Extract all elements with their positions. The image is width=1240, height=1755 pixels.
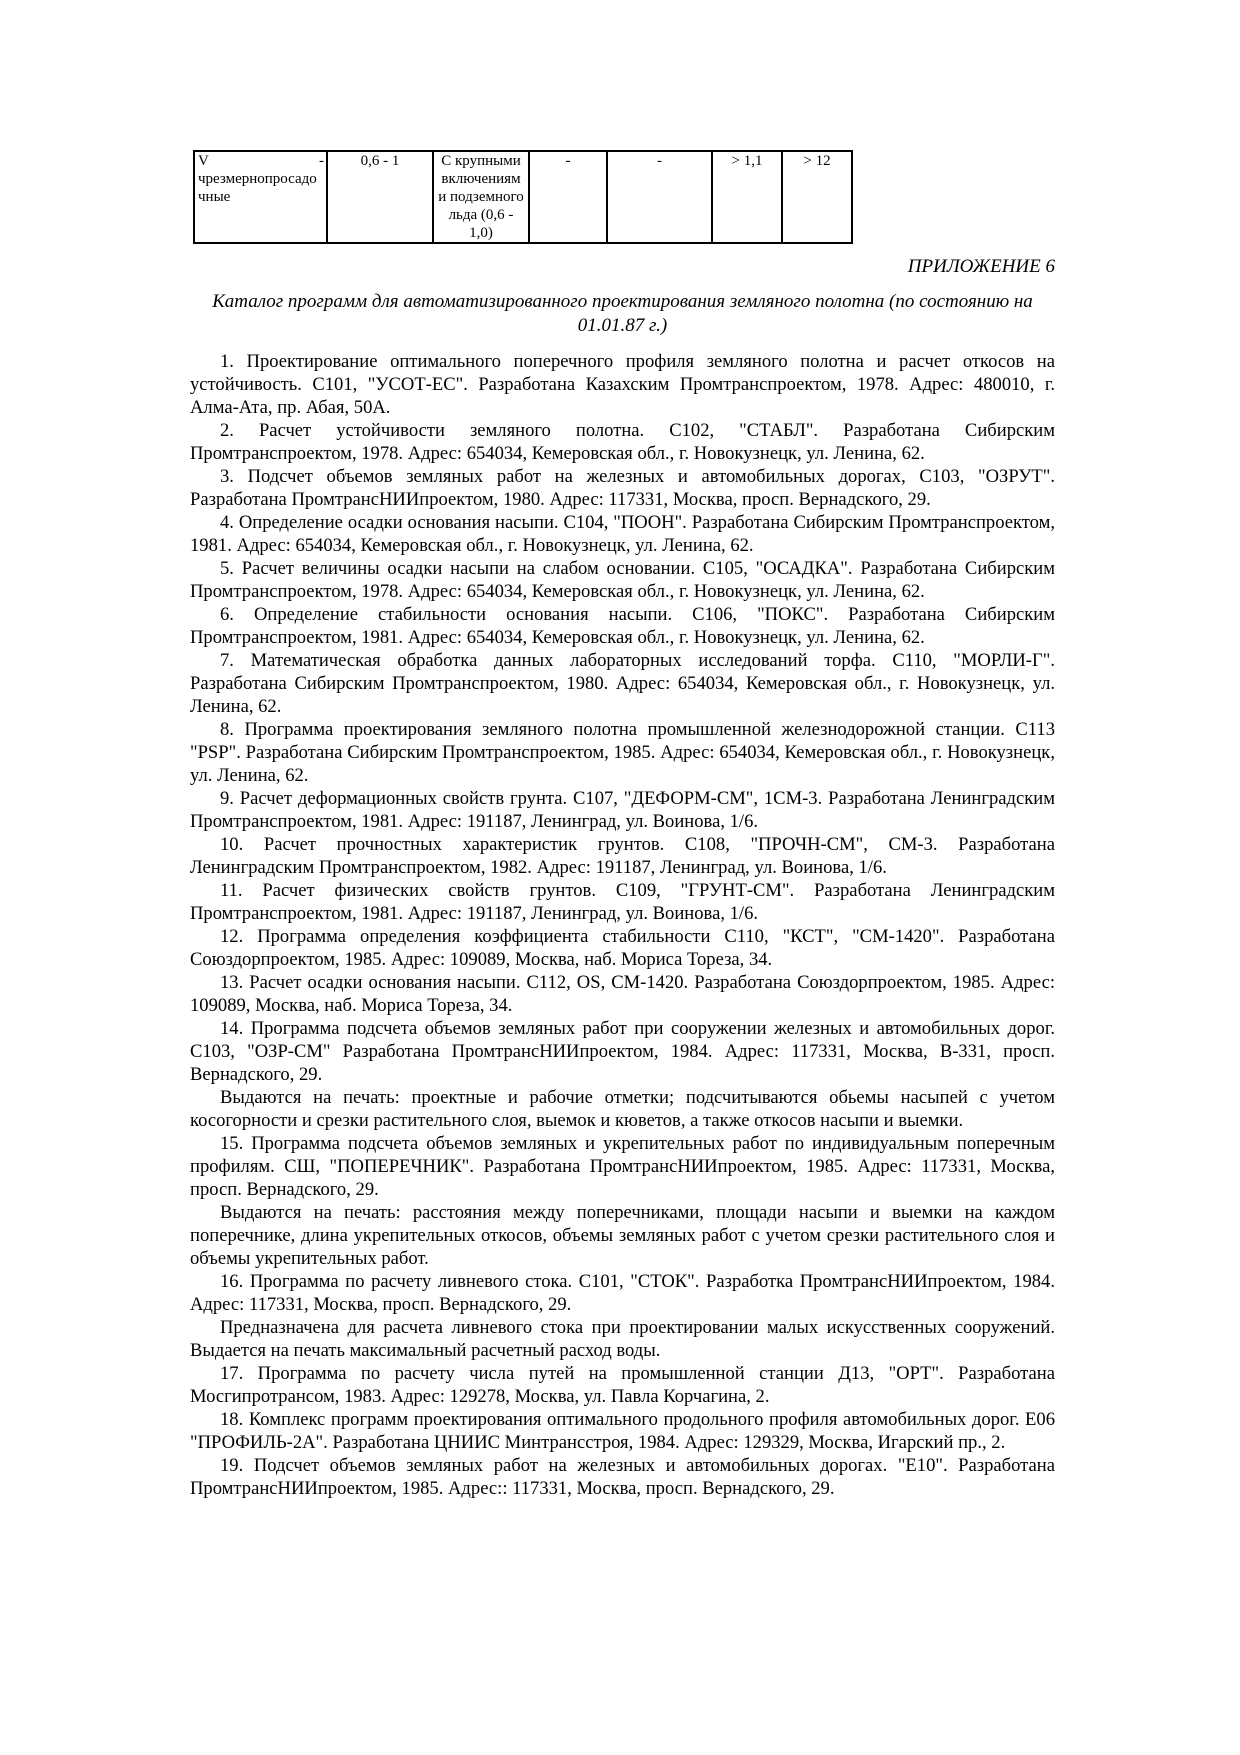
soil-table-continuation xyxy=(193,150,853,244)
category-text: чрезмернопросадочные xyxy=(198,171,317,205)
paragraph: 8. Программа проектирования земляного полотна промышленной железнодорожной станции. С113 "PSP". Разработана Сибирским Промтранспроектом, 1985. Адрес: 654034, Кемеровская обл., г. Новокузнецк, ул. Ленина, 62. xyxy=(190,719,1055,786)
paragraph: 19. Подсчет объемов земляных работ на железных и автомобильных дорогах. "Е10". Разработана ПромтрансНИИпроектом, 1985. Адрес:: 117331, Москва, просп. Вернадского, 29. xyxy=(190,1455,1055,1499)
paragraph: 1. Проектирование оптимального поперечного профиля земляного полотна и расчет откосов на устойчивость. С101, "УСОТ-ЕС". Разработана Казахским Промтранспроектом, 1978. Адрес: 480010, г. Алма-Ата, пр. Абая, 50А. xyxy=(190,351,1055,418)
paragraph: Предназначена для расчета ливневого стока при проектировании малых искусственных сооружений. Выдается на печать максимальный расчетный расход воды. xyxy=(190,1317,1055,1361)
paragraph: 15. Программа подсчета объемов земляных и укрепительных работ по индивидуальным поперечным профилям. СШ, "ПОПЕРЕЧНИК". Разработана ПромтрансНИИпроектом, 1985. Адрес: 117331, Москва, просп. Вернадского, 29. xyxy=(190,1133,1055,1200)
table-cell: - xyxy=(529,151,607,243)
paragraph: 18. Комплекс программ проектирования оптимального продольного профиля автомобильных дорог. Е06 "ПРОФИЛЬ-2А". Разработана ЦНИИС Минтрансстроя, 1984. Адрес: 129329, Москва, Игарский пр., 2. xyxy=(190,1409,1055,1453)
paragraph: 3. Подсчет объемов земляных работ на железных и автомобильных дорогах, С103, "ОЗРУТ". Разработана ПромтрансНИИпроектом, 1980. Адрес: 117331, Москва, просп. Вернадского, 29. xyxy=(190,466,1055,510)
paragraph: 7. Математическая обработка данных лабораторных исследований торфа. С110, "МОРЛИ-Г". Разработана Сибирским Промтранспроектом, 1980. Адрес: 654034, Кемеровская обл., г. Новокузнецк, ул. Ленина, 62. xyxy=(190,650,1055,717)
paragraph: 2. Расчет устойчивости земляного полотна. С102, "СТАБЛ". Разработана Сибирским Промтранспроектом, 1978. Адрес: 654034, Кемеровская обл., г. Новокузнецк, ул. Ленина, 62. xyxy=(190,420,1055,464)
catalog-list xyxy=(190,350,1055,1500)
table-row xyxy=(194,151,852,243)
paragraph: 11. Расчет физических свойств грунтов. С109, "ГРУНТ-СМ". Разработана Ленинградским Промтранспроектом, 1981. Адрес: 191187, Ленинград, ул. Воинова, 1/6. xyxy=(190,880,1055,924)
paragraph: 4. Определение осадки основания насыпи. С104, "ПООН". Разработана Сибирским Промтранспроектом, 1981. Адрес: 654034, Кемеровская обл., г. Новокузнецк, ул. Ленина, 62. xyxy=(190,512,1055,556)
paragraph: 10. Расчет прочностных характеристик грунтов. С108, "ПРОЧН-СМ", СМ-3. Разработана Ленинградским Промтранспроектом, 1982. Адрес: 191187, Ленинград, ул. Воинова, 1/6. xyxy=(190,834,1055,878)
table-cell: С крупными включениям и подземного льда (0,6 - 1,0) xyxy=(433,151,529,243)
category-numeral: V xyxy=(198,153,209,169)
table-cell-category xyxy=(194,151,327,243)
appendix-label: ПРИЛОЖЕНИЕ 6 xyxy=(907,256,1055,277)
catalog-title: Каталог программ для автоматизированного проектирования земляного полотна (по состоянию на 01.01.87 г.) xyxy=(212,291,1033,336)
paragraph: Выдаются на печать: проектные и рабочие отметки; подсчитываются обьемы насыпей с учетом косогорности и срезки растительного слоя, выемок и кюветов, а также откосов насыпи и выемки. xyxy=(190,1087,1055,1131)
paragraph: 14. Программа подсчета объемов земляных работ при сооружении железных и автомобильных дорог. С103, "ОЗР-СМ" Разработана ПромтрансНИИпроектом, 1984. Адрес: 117331, Москва, В-331, просп. Вернадского, 29. xyxy=(190,1018,1055,1085)
paragraph: Выдаются на печать: расстояния между поперечниками, площади насыпи и выемки на каждом поперечнике, длина укрепительных откосов, объемы земляных работ с учетом срезки растительного слоя и объемы укрепительных работ. xyxy=(190,1202,1055,1269)
paragraph: 16. Программа по расчету ливневого стока. С101, "СТОК". Разработка ПромтрансНИИпроектом, 1984. Адрес: 117331, Москва, просп. Вернадского, 29. xyxy=(190,1271,1055,1315)
table-cell: - xyxy=(607,151,712,243)
paragraph: 12. Программа определения коэффициента стабильности С110, "КСТ", "СМ-1420". Разработана Союздорпроектом, 1985. Адрес: 109089, Москва, наб. Мориса Тореза, 34. xyxy=(190,926,1055,970)
table-cell: > 1,1 xyxy=(712,151,782,243)
table-cell: > 12 xyxy=(782,151,852,243)
table-cell: 0,6 - 1 xyxy=(327,151,433,243)
paragraph: 17. Программа по расчету числа путей на промышленной станции Д13, "ОРТ". Разработана Мосгипротрансом, 1983. Адрес: 129278, Москва, ул. Павла Корчагина, 2. xyxy=(190,1363,1055,1407)
paragraph: 6. Определение стабильности основания насыпи. С106, "ПОКС". Разработана Сибирским Промтранспроектом, 1981. Адрес: 654034, Кемеровская обл., г. Новокузнецк, ул. Ленина, 62. xyxy=(190,604,1055,648)
paragraph: 5. Расчет величины осадки насыпи на слабом основании. С105, "ОСАДКА". Разработана Сибирским Промтранспроектом, 1978. Адрес: 654034, Кемеровская обл., г. Новокузнецк, ул. Ленина, 62. xyxy=(190,558,1055,602)
paragraph: 13. Расчет осадки основания насыпи. С112, OS, СМ-1420. Разработана Союздорпроектом, 1985. Адрес: 109089, Москва, наб. Мориса Тореза, 34. xyxy=(190,972,1055,1016)
paragraph: 9. Расчет деформационных свойств грунта. С107, "ДЕФОРМ-СМ", 1СМ-3. Разработана Ленинградским Промтранспроектом, 1981. Адрес: 191187, Ленинград, ул. Воинова, 1/6. xyxy=(190,788,1055,832)
category-dash: - xyxy=(319,153,324,169)
